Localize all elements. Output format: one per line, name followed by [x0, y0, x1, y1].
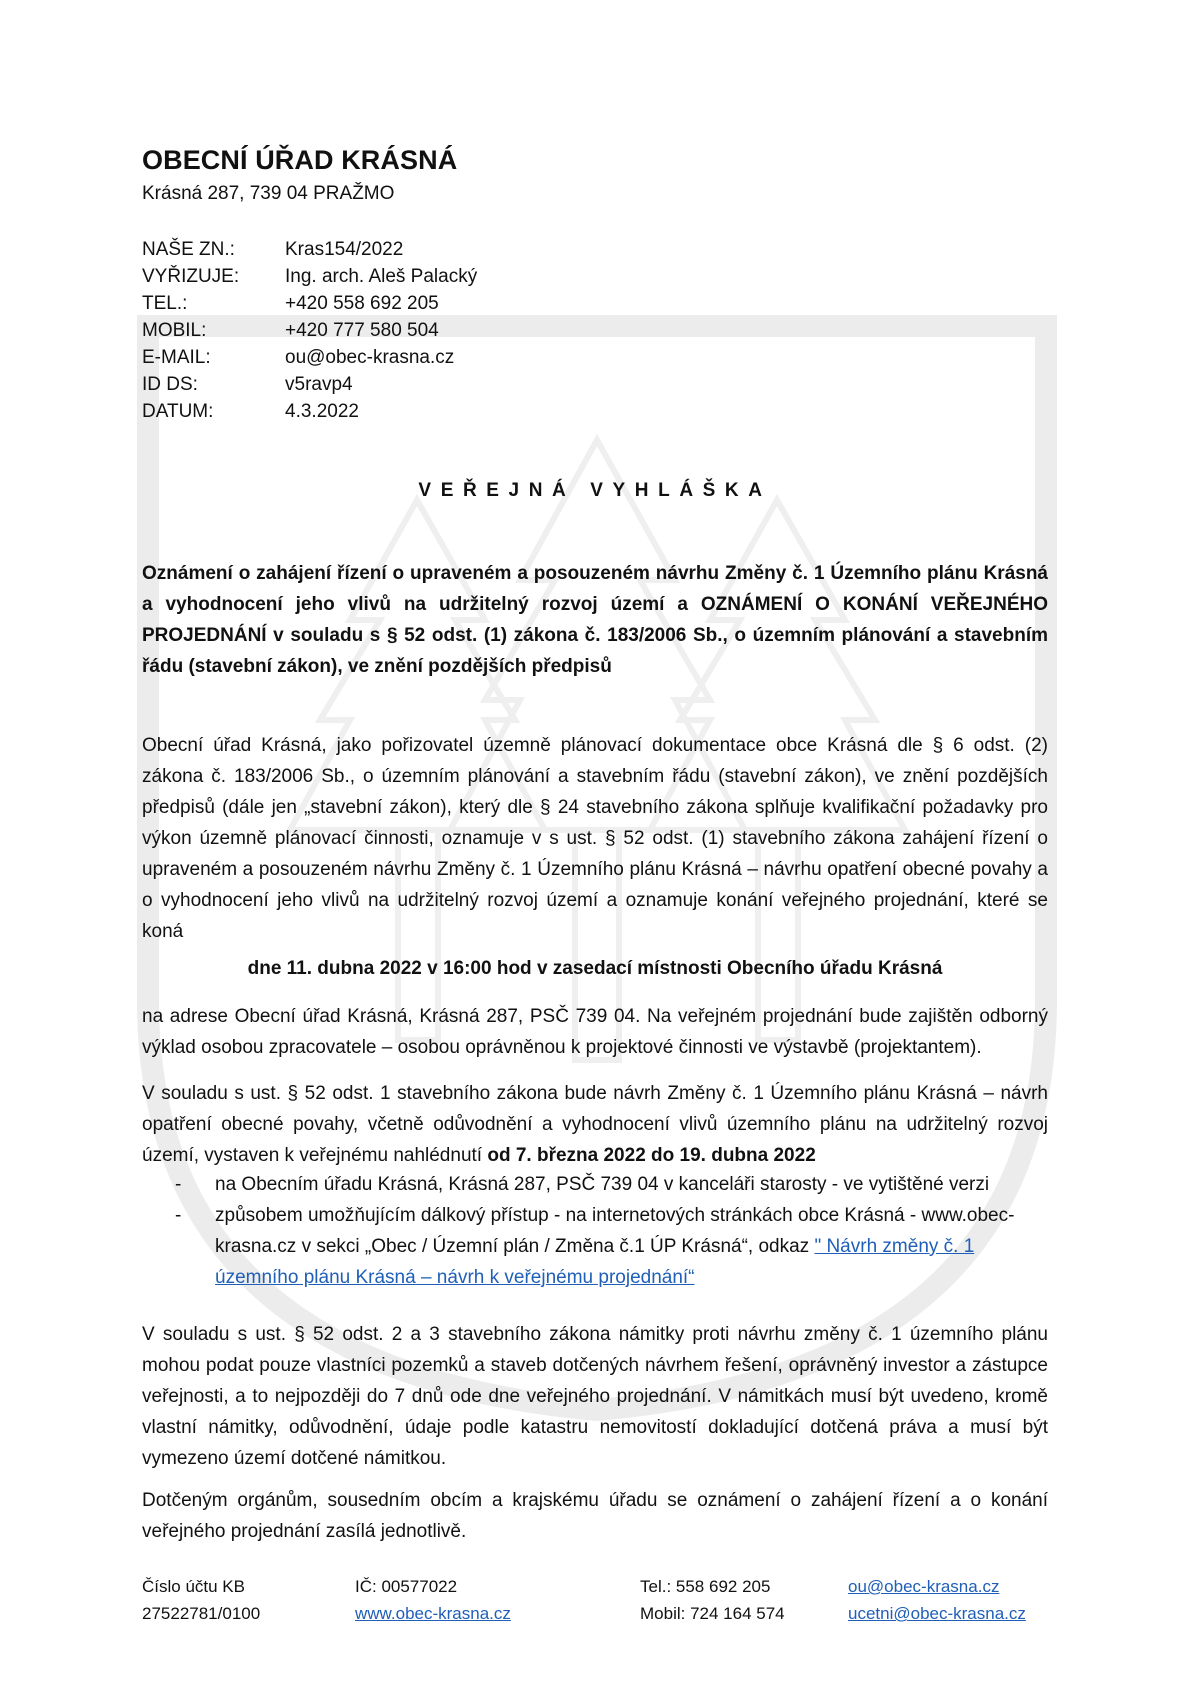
meta-label: NAŠE ZN.:: [142, 239, 235, 260]
meta-label: TEL.:: [142, 293, 188, 314]
meta-value: Ing. arch. Aleš Palacký: [285, 266, 478, 287]
email-accounting-link[interactable]: ucetni@obec-krasna.cz: [848, 1604, 1026, 1623]
reference-block: [142, 236, 477, 425]
meta-row-idds: [142, 371, 477, 398]
meta-row-ref: [142, 236, 477, 263]
footer-ids: [355, 1573, 511, 1627]
meta-label: VYŘIZUJE:: [142, 266, 240, 287]
list-item-text: na Obecním úřadu Krásná, Krásná 287, PSČ 739 04 v kanceláři starosty - ve vytištěné verzi: [215, 1174, 990, 1195]
website-link[interactable]: www.obec-krasna.cz: [355, 1604, 511, 1623]
org-address: Krásná 287, 739 04 PRAŽMO: [142, 183, 395, 204]
footer-emails: [848, 1573, 1026, 1627]
meta-row-date: [142, 398, 477, 425]
account-label: Číslo účtu KB: [142, 1577, 245, 1596]
meta-value: v5ravp4: [285, 374, 353, 395]
list-item: [142, 1169, 1048, 1200]
inspection-text: V souladu s ust. § 52 odst. 1 stavebního zákona bude návrh Změny č. 1 Územního plánu Krásná – návrh opatření obecné povahy, včetně odůvodnění a vyhodnocení vlivů územního plánu na udržitelný rozvoj území, vystaven k veřejnému nahlédnutí: [142, 1083, 1048, 1166]
list-item-text: [215, 1200, 1048, 1293]
meta-value: Kras154/2022: [285, 239, 404, 260]
meta-row-mobil: [142, 317, 477, 344]
meta-label: E-MAIL:: [142, 347, 211, 368]
bullet-dash: -: [175, 1174, 182, 1195]
bullet-dash: -: [175, 1205, 182, 1226]
inspection-locations-list: [142, 1169, 1048, 1293]
meta-label: ID DS:: [142, 374, 198, 395]
list-item-text-part: způsobem umožňujícím dálkový přístup - na internetových stránkách obce Krásná - www.obec-krasna.cz v sekci „Obec / Územní plán / Změna č.1 ÚP Krásná“, odkaz: [215, 1205, 1015, 1257]
document-title: VEŘEJNÁ VYHLÁŠKA: [418, 480, 772, 501]
meta-label: DATUM:: [142, 401, 214, 422]
draft-plan-link[interactable]: " Návrh změny č. 1 územního plánu Krásná – návrh k veřejnému projednání“: [215, 1236, 975, 1288]
paragraph-intro: Obecní úřad Krásná, jako pořizovatel územně plánovací dokumentace obce Krásná dle § 6 odst. (2) zákona č. 183/2006 Sb., o územním plánování a stavebním řádu (stavební zákon), ve znění pozdějších předpisů (dále jen „stavební zákon), který dle § 24 stavebního zákona splňuje kvalifikační požadavky pro výkon územně plánovací činnosti, oznamuje v s ust. § 52 odst. (1) stavebního zákona zahájení řízení o upraveném a posouzeném návrhu Změny č. 1 Územního plánu Krásná – návrhu opatření obecné povahy a o vyhodnocení jeho vlivů na udržitelný rozvoj území a oznamuje konání veřejného projednání, které se koná: [142, 735, 1048, 942]
meta-label: MOBIL:: [142, 320, 207, 341]
ico: IČ: 00577022: [355, 1577, 458, 1596]
document-subject: Oznámení o zahájení řízení o upraveném a posouzeném návrhu Změny č. 1 Územního plánu Krásná a vyhodnocení jeho vlivů na udržitelný rozvoj území a OZNÁMENÍ O KONÁNÍ VEŘEJNÉHO PROJEDNÁNÍ v souladu s § 52 odst. (1) zákona č. 183/2006 Sb., o územním plánování a stavebním řádu (stavební zákon), ve znění pozdějších předpisů: [142, 563, 1048, 677]
paragraph-notice: Dotčeným orgánům, sousedním obcím a krajskému úřadu se oznámení o zahájení řízení a o konání veřejného projednání zasílá jednotlivě.: [142, 1490, 1048, 1542]
meta-value: ou@obec-krasna.cz: [285, 347, 455, 368]
meta-row-tel: [142, 290, 477, 317]
meeting-datetime: dne 11. dubna 2022 v 16:00 hod v zasedací místnosti Obecního úřadu Krásná: [247, 958, 943, 979]
paragraph-objections: V souladu s ust. § 52 odst. 2 a 3 stavebního zákona námitky proti návrhu změny č. 1 územního plánu mohou podat pouze vlastníci pozemků a staveb dotčených návrhem řešení, oprávněný investor a zástupce veřejnosti, a to nejpozději do 7 dnů ode dne veřejného projednání. V námitkách musí být uvedeno, kromě vlastní námitky, odůvodnění, údaje podle katastru nemovitostí dokladující dotčená práva a musí být vymezeno území dotčené námitkou.: [142, 1324, 1048, 1469]
paragraph-address: na adrese Obecní úřad Krásná, Krásná 287, PSČ 739 04. Na veřejném projednání bude zajištěn odborný výklad osobou zpracovatele – osobou oprávněnou k projektové činnosti ve výstavbě (projektantem).: [142, 1006, 1048, 1058]
list-item: [142, 1200, 1048, 1293]
footer-mobil: Mobil: 724 164 574: [640, 1604, 785, 1623]
meta-value: 4.3.2022: [285, 401, 359, 422]
org-name: OBECNÍ ÚŘAD KRÁSNÁ: [142, 145, 458, 175]
inspection-period: od 7. března 2022 do 19. dubna 2022: [487, 1145, 816, 1166]
meta-row-email: [142, 344, 477, 371]
footer-phones: [640, 1573, 785, 1627]
paragraph-inspection: [142, 1078, 1048, 1171]
meta-value: +420 558 692 205: [285, 293, 439, 314]
meta-row-handler: [142, 263, 477, 290]
footer-tel: Tel.: 558 692 205: [640, 1577, 771, 1596]
account-number: 27522781/0100: [142, 1604, 261, 1623]
footer-bank: [142, 1573, 260, 1627]
email-office-link[interactable]: ou@obec-krasna.cz: [848, 1577, 1000, 1596]
meta-value: +420 777 580 504: [285, 320, 439, 341]
